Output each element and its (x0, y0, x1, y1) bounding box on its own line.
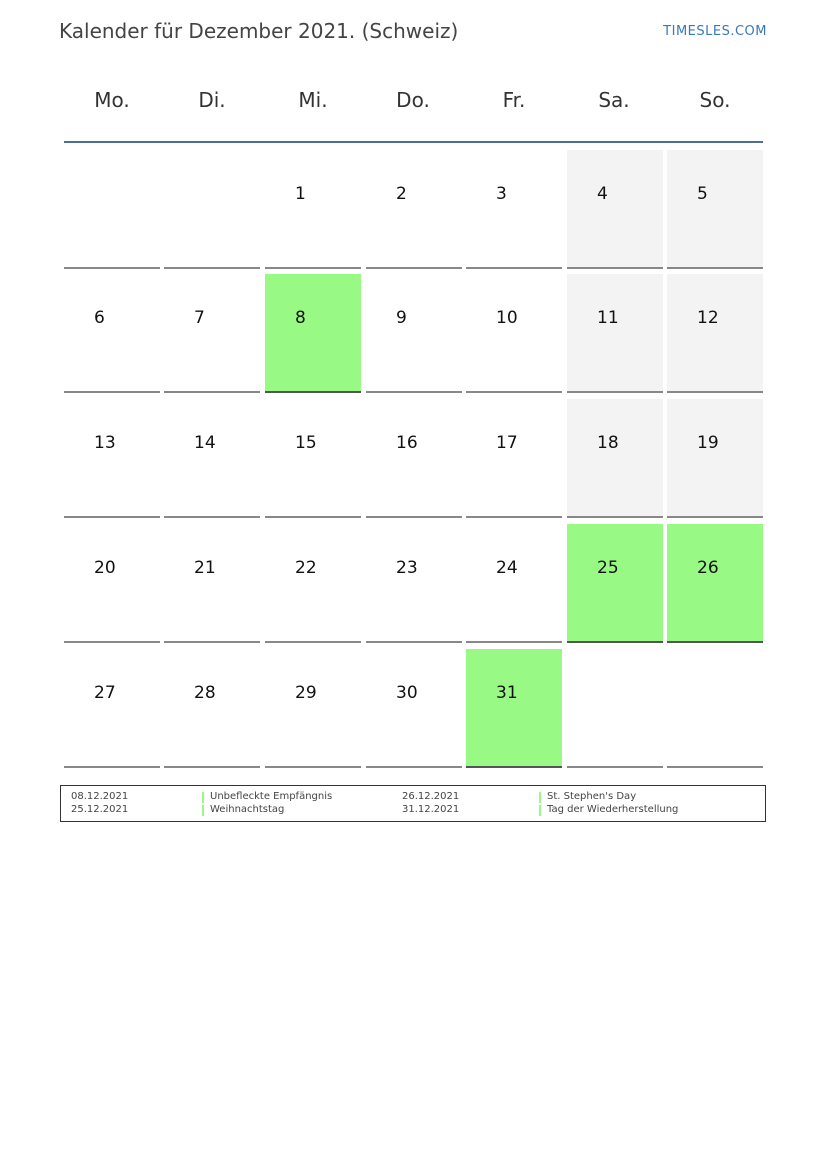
day-number: 12 (697, 308, 719, 328)
legend-color-marker (539, 792, 541, 803)
legend-color-marker (539, 805, 541, 816)
holiday-day-cell (265, 274, 361, 393)
day-number: 5 (697, 184, 708, 204)
empty-day-cell (164, 150, 260, 269)
day-number: 19 (697, 433, 719, 453)
weekday-label: Sa. (598, 88, 630, 112)
brand-link[interactable]: TIMESLES.COM (663, 24, 767, 39)
day-cell (366, 150, 462, 269)
page-title: Kalender für Dezember 2021. (Schweiz) (59, 19, 459, 43)
weekday-label: Fr. (502, 88, 526, 112)
day-cell (366, 399, 462, 518)
header-divider (64, 141, 763, 143)
day-cell (164, 524, 260, 643)
day-number: 6 (94, 308, 105, 328)
legend-date: 26.12.2021 (402, 791, 460, 802)
day-number: 29 (295, 683, 317, 703)
day-number: 18 (597, 433, 619, 453)
day-number: 11 (597, 308, 619, 328)
day-number: 9 (396, 308, 407, 328)
day-cell (265, 150, 361, 269)
day-number: 4 (597, 184, 608, 204)
day-number: 16 (396, 433, 418, 453)
legend-date: 31.12.2021 (402, 804, 460, 815)
weekend-day-cell (667, 150, 763, 269)
day-number: 3 (496, 184, 507, 204)
weekday-label: Mo. (94, 88, 130, 112)
day-cell (164, 399, 260, 518)
day-number: 30 (396, 683, 418, 703)
day-number: 20 (94, 558, 116, 578)
day-number: 1 (295, 184, 306, 204)
holiday-legend (60, 785, 766, 822)
day-number: 27 (94, 683, 116, 703)
day-number: 10 (496, 308, 518, 328)
day-cell (466, 150, 562, 269)
weekend-day-cell (667, 274, 763, 393)
legend-holiday-name: Weihnachtstag (210, 804, 285, 815)
day-number: 15 (295, 433, 317, 453)
weekend-day-cell (567, 274, 663, 393)
day-cell (366, 274, 462, 393)
day-cell (466, 524, 562, 643)
weekend-day-cell (567, 150, 663, 269)
legend-date: 08.12.2021 (71, 791, 129, 802)
weekday-label: Do. (396, 88, 430, 112)
day-number: 21 (194, 558, 216, 578)
holiday-day-cell (466, 649, 562, 768)
legend-holiday-name: Unbefleckte Empfängnis (210, 791, 333, 802)
day-cell (64, 649, 160, 768)
day-number: 7 (194, 308, 205, 328)
weekday-label: Di. (198, 88, 226, 112)
legend-color-marker (202, 805, 204, 816)
weekday-label: So. (699, 88, 731, 112)
day-cell (265, 649, 361, 768)
holiday-day-cell (667, 524, 763, 643)
day-number: 31 (496, 683, 518, 703)
day-cell (164, 649, 260, 768)
day-number: 23 (396, 558, 418, 578)
day-cell (265, 399, 361, 518)
legend-date: 25.12.2021 (71, 804, 129, 815)
day-cell (466, 274, 562, 393)
weekday-label: Mi. (298, 88, 328, 112)
empty-day-cell (64, 150, 160, 269)
empty-day-cell (567, 649, 663, 768)
day-cell (366, 649, 462, 768)
day-number: 14 (194, 433, 216, 453)
day-number: 24 (496, 558, 518, 578)
weekend-day-cell (667, 399, 763, 518)
empty-day-cell (667, 649, 763, 768)
day-number: 8 (295, 308, 306, 328)
weekend-day-cell (567, 399, 663, 518)
day-cell (64, 274, 160, 393)
legend-color-marker (202, 792, 204, 803)
day-cell (64, 399, 160, 518)
day-number: 25 (597, 558, 619, 578)
day-number: 28 (194, 683, 216, 703)
day-cell (366, 524, 462, 643)
weekday-header-row (62, 88, 765, 118)
day-number: 22 (295, 558, 317, 578)
day-cell (265, 524, 361, 643)
day-number: 2 (396, 184, 407, 204)
day-cell (64, 524, 160, 643)
legend-holiday-name: St. Stephen's Day (547, 791, 637, 802)
legend-holiday-name: Tag der Wiederherstellung (547, 804, 679, 815)
holiday-day-cell (567, 524, 663, 643)
day-number: 13 (94, 433, 116, 453)
day-number: 26 (697, 558, 719, 578)
day-cell (466, 399, 562, 518)
day-cell (164, 274, 260, 393)
day-number: 17 (496, 433, 518, 453)
